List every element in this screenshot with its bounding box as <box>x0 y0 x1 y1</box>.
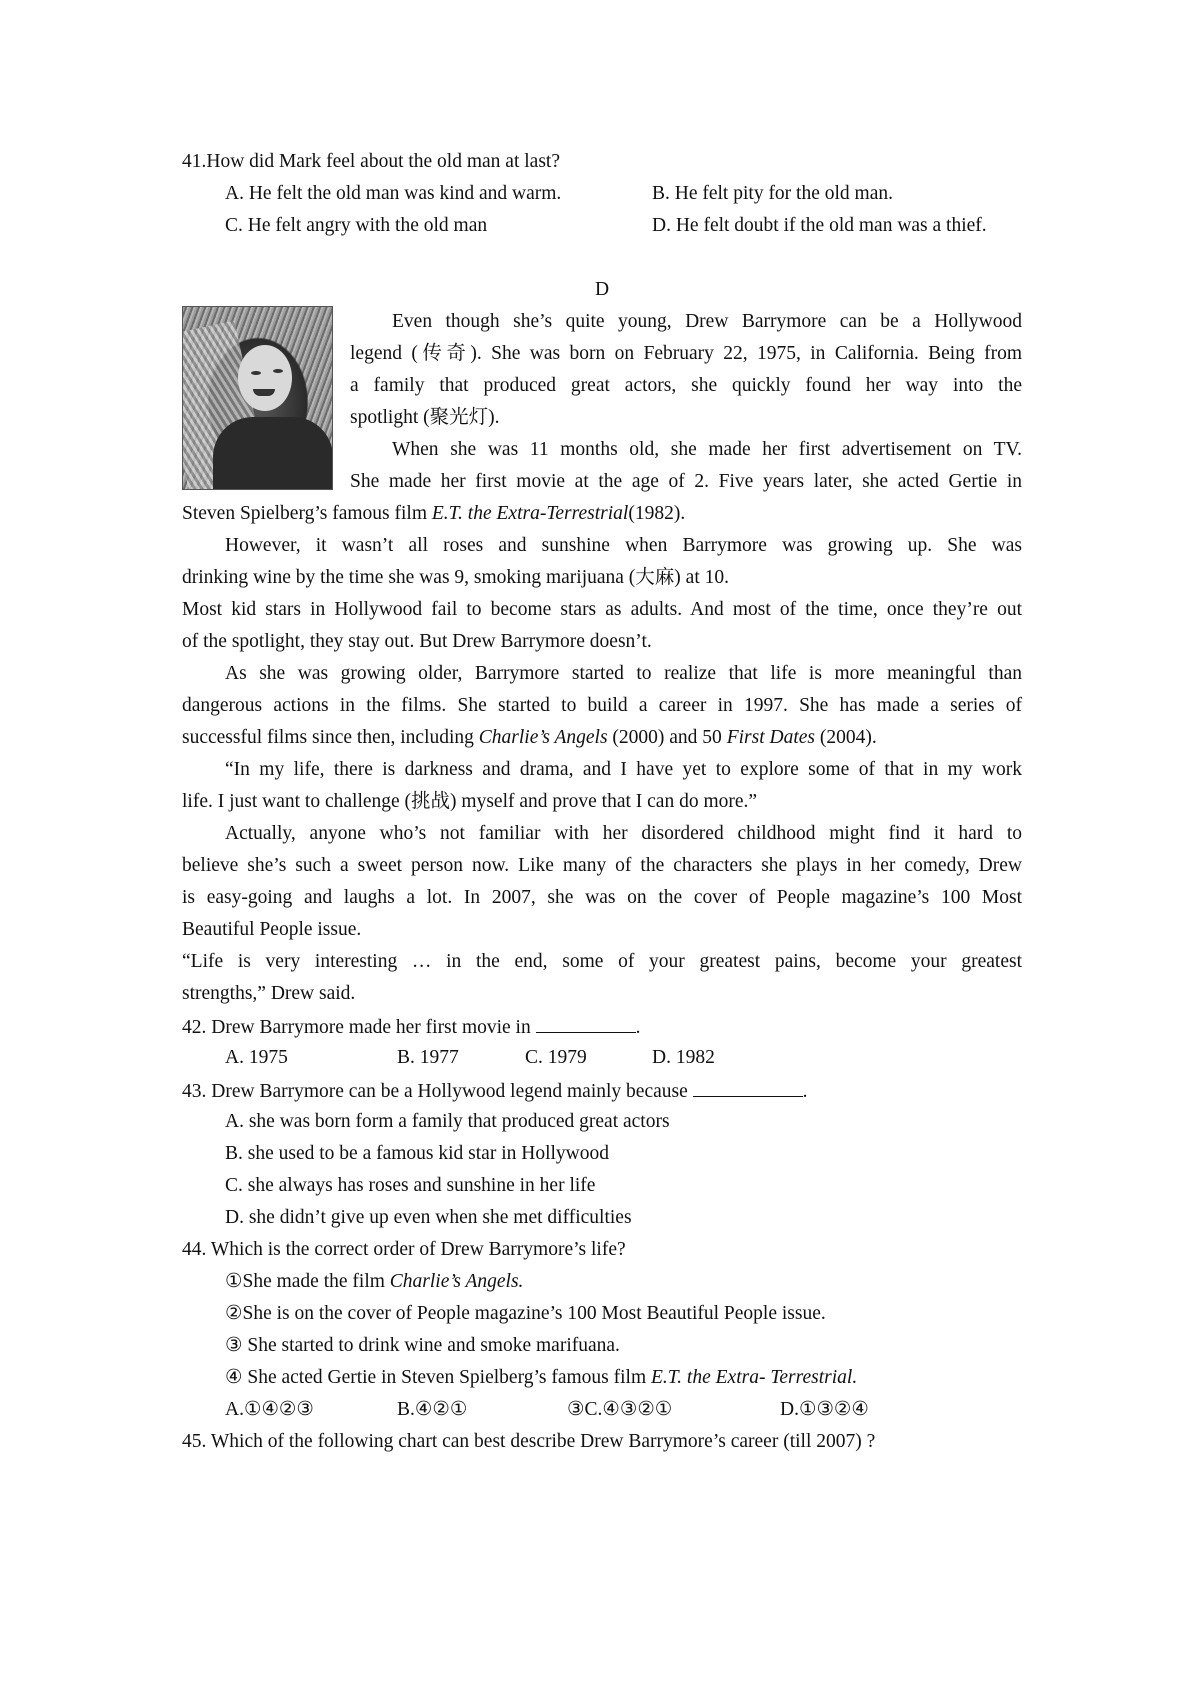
q44-item-4: ④ She acted Gertie in Steven Spielberg’s famous film E.T. the Extra- Terrestrial. <box>225 1367 858 1388</box>
answer-blank <box>536 1014 636 1033</box>
q45-stem: 45. Which of the following chart can best describe Drew Barrymore’s career (till 2007) ? <box>182 1431 876 1452</box>
q43-option-a: A. she was born form a family that produced great actors <box>225 1111 670 1132</box>
passage-line: When she was 11 months old, she made her first advertisement on TV. <box>392 439 1022 460</box>
passage-line: dangerous actions in the films. She started to build a career in 1997. She has made a series of <box>182 695 1022 716</box>
q43-stem: 43. Drew Barrymore can be a Hollywood legend mainly because . <box>182 1078 808 1104</box>
q44-option-c: ③C.④③②① <box>567 1399 673 1420</box>
passage-line: “In my life, there is darkness and drama, and I have yet to explore some of that in my work <box>225 759 1022 780</box>
q43-option-b: B. she used to be a famous kid star in Hollywood <box>225 1143 609 1164</box>
passage-line: a family that produced great actors, she quickly found her way into the <box>350 375 1022 396</box>
q42-option-c: C. 1979 <box>525 1047 587 1068</box>
q42-option-d: D. 1982 <box>652 1047 715 1068</box>
q44-item-3: ③ She started to drink wine and smoke marifuana. <box>225 1335 620 1356</box>
passage-line: believe she’s such a sweet person now. Like many of the characters she plays in her comedy, Drew <box>182 855 1022 876</box>
q41-option-a: A. He felt the old man was kind and warm. <box>225 183 562 204</box>
passage-line: Beautiful People issue. <box>182 919 362 940</box>
q44-item-2: ②She is on the cover of People magazine’s 100 Most Beautiful People issue. <box>225 1303 826 1324</box>
passage-line: Actually, anyone who’s not familiar with her disordered childhood might find it hard to <box>225 823 1022 844</box>
q44-stem: 44. Which is the correct order of Drew Barrymore’s life? <box>182 1239 626 1260</box>
passage-line: “Life is very interesting … in the end, some of your greatest pains, become your greatest <box>182 951 1022 972</box>
q44-option-a: A.①④②③ <box>225 1399 314 1420</box>
q42-option-b: B. 1977 <box>397 1047 459 1068</box>
q43-option-c: C. she always has roses and sunshine in her life <box>225 1175 596 1196</box>
passage-line: successful films since then, including Charlie’s Angels (2000) and 50 First Dates (2004). <box>182 727 877 748</box>
q44-option-b: B.④②① <box>397 1399 468 1420</box>
passage-line: As she was growing older, Barrymore started to realize that life is more meaningful than <box>225 663 1022 684</box>
passage-line: is easy-going and laughs a lot. In 2007, she was on the cover of People magazine’s 100 Most <box>182 887 1022 908</box>
section-label: D <box>595 279 610 300</box>
passage-line: Steven Spielberg’s famous film E.T. the Extra-Terrestrial(1982). <box>182 503 686 524</box>
film-title: E.T. the Extra-Terrestrial <box>431 503 629 524</box>
q42-option-a: A. 1975 <box>225 1047 288 1068</box>
q44-item-1: ①She made the film Charlie’s Angels. <box>225 1271 524 1292</box>
passage-line: legend (传奇). She was born on February 22, 1975, in California. Being from <box>350 343 1022 364</box>
answer-blank <box>693 1078 803 1097</box>
drew-barrymore-photo <box>182 306 333 490</box>
passage-line: However, it wasn’t all roses and sunshine when Barrymore was growing up. She was <box>225 535 1022 556</box>
q43-option-d: D. she didn’t give up even when she met difficulties <box>225 1207 632 1228</box>
passage-line: Most kid stars in Hollywood fail to become stars as adults. And most of the time, once they’re out <box>182 599 1022 620</box>
passage-line: of the spotlight, they stay out. But Drew Barrymore doesn’t. <box>182 631 652 652</box>
passage-line: She made her first movie at the age of 2. Five years later, she acted Gertie in <box>350 471 1022 492</box>
passage-line: strengths,” Drew said. <box>182 983 356 1004</box>
passage-line: Even though she’s quite young, Drew Barrymore can be a Hollywood <box>392 311 1022 332</box>
q42-stem: 42. Drew Barrymore made her first movie in . <box>182 1014 640 1040</box>
q41-stem: 41.How did Mark feel about the old man at last? <box>182 151 560 172</box>
film-title: Charlie’s Angels. <box>389 1271 524 1292</box>
film-title: Charlie’s Angels <box>478 727 608 748</box>
passage-line: life. I just want to challenge (挑战) myself and prove that I can do more.” <box>182 791 758 812</box>
q44-option-d: D.①③②④ <box>780 1399 869 1420</box>
film-title: First Dates <box>726 727 815 748</box>
q41-option-d: D. He felt doubt if the old man was a thief. <box>652 215 987 236</box>
film-title: E.T. the Extra- Terrestrial. <box>651 1367 858 1388</box>
q41-option-c: C. He felt angry with the old man <box>225 215 488 236</box>
passage-line: drinking wine by the time she was 9, smoking marijuana (大麻) at 10. <box>182 567 729 588</box>
passage-line: spotlight (聚光灯). <box>350 407 500 428</box>
q41-option-b: B. He felt pity for the old man. <box>652 183 893 204</box>
